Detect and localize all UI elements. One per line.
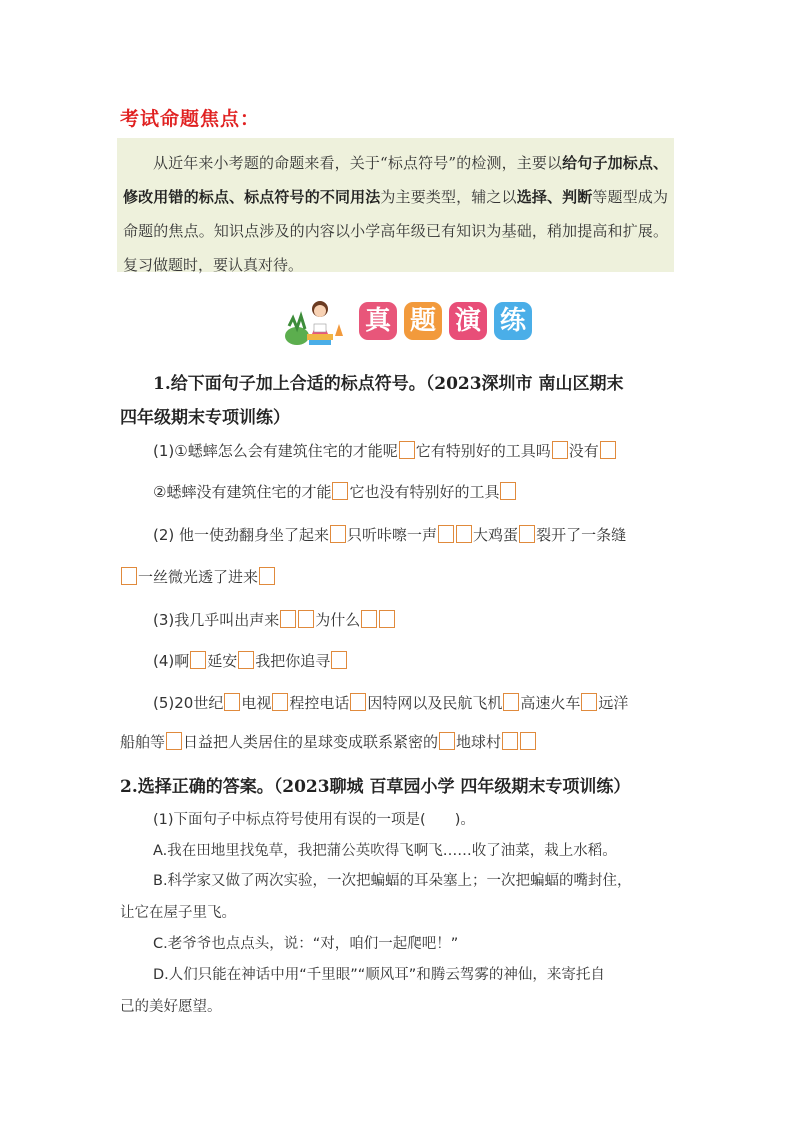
focus-bold-2: 选择、判断 <box>516 188 593 206</box>
answer-box[interactable] <box>456 525 472 543</box>
q1-s2-text-a: ②蟋蟀没有建筑住宅的才能 <box>153 483 332 501</box>
reading-girl-illustration <box>283 296 347 348</box>
answer-box[interactable] <box>438 525 454 543</box>
banner-char-4: 练 <box>494 302 532 340</box>
answer-box[interactable] <box>330 525 346 543</box>
q1-s7-text-c: 地球村 <box>456 733 502 751</box>
q2-option-b[interactable]: B.科学家又做了两次实验，一次把蝙蝠的耳朵塞上；一次把蝙蝠的嘴封住， <box>153 873 632 889</box>
q1-s5-text-b: 延安 <box>207 652 238 670</box>
answer-box[interactable] <box>332 482 348 500</box>
q1-sentence-3 <box>153 524 626 546</box>
focus-text-3: 等题型成为命题的焦点。知识点涉及的内容以小学高年级已有知识为基础，稍加提高和扩展。复习做题时，要认真对待。 <box>123 188 668 274</box>
q1-sentence-4 <box>153 609 396 631</box>
answer-box[interactable] <box>581 693 597 711</box>
q1-s3b-text-a: 一丝微光透了进来 <box>138 568 259 586</box>
q1-sentence-2 <box>153 481 517 503</box>
q1-s5-text-a: (4)啊 <box>153 652 190 670</box>
answer-box[interactable] <box>280 610 296 628</box>
q1-s3-text-d: 裂开了一条缝 <box>536 526 627 544</box>
q1-sentence-6 <box>153 692 628 714</box>
answer-box[interactable] <box>121 567 137 585</box>
q2-option-d-cont: 己的美好愿望。 <box>120 999 222 1015</box>
focus-heading: 考试命题焦点： <box>120 108 261 130</box>
q1-s6-text-d: 因特网以及民航飞机 <box>367 694 503 712</box>
answer-box[interactable] <box>259 567 275 585</box>
q1-sentence-1 <box>153 440 617 462</box>
answer-box[interactable] <box>272 693 288 711</box>
q1-s4-text-b: 为什么 <box>315 611 361 629</box>
q1-s6-text-c: 程控电话 <box>289 694 350 712</box>
question-1-title: 1.给下面句子加上合适的标点符号。（2023深圳市 南山区期末 <box>153 374 624 394</box>
answer-box[interactable] <box>502 732 518 750</box>
q1-s3-text-a: (2) 他一使劲翻身坐了起来 <box>153 526 330 544</box>
q1-s7-text-b: 日益把人类居住的星球变成联系紧密的 <box>183 733 439 751</box>
banner-char-3: 演 <box>449 302 487 340</box>
q1-s2-text-b: 它也没有特别好的工具 <box>349 483 500 501</box>
focus-description <box>117 138 674 272</box>
answer-box[interactable] <box>552 441 568 459</box>
q1-s3-text-b: 只听咔嚓一声 <box>347 526 438 544</box>
answer-box[interactable] <box>331 651 347 669</box>
answer-box[interactable] <box>224 693 240 711</box>
q1-s1-text-b: 它有特别好的工具吗 <box>415 442 551 460</box>
answer-box[interactable] <box>350 693 366 711</box>
q1-s6-text-f: 远洋 <box>598 694 629 712</box>
answer-box[interactable] <box>600 441 616 459</box>
q1-sentence-7 <box>120 731 537 753</box>
q1-s6-text-a: (5)20世纪 <box>153 694 224 712</box>
q1-s1-text-c: 没有 <box>568 442 599 460</box>
answer-box[interactable] <box>500 482 516 500</box>
q2-option-b-cont: 让它在屋子里飞。 <box>120 905 236 921</box>
answer-box[interactable] <box>361 610 377 628</box>
q1-s7-text-a: 船舶等 <box>120 733 166 751</box>
q1-s1-text-a: (1)①蟋蟀怎么会有建筑住宅的才能呢 <box>153 442 398 460</box>
answer-box[interactable] <box>190 651 206 669</box>
q1-s3-text-c: 大鸡蛋 <box>473 526 519 544</box>
answer-box[interactable] <box>238 651 254 669</box>
answer-box[interactable] <box>503 693 519 711</box>
q1-sentence-5 <box>153 650 348 672</box>
q2-option-d[interactable]: D.人们只能在神话中用“千里眼”“顺风耳”和腾云驾雾的神仙，来寄托自 <box>153 967 605 983</box>
q1-s6-text-e: 高速火车 <box>520 694 581 712</box>
focus-bold-1: 给句子加标点、修改用错的标点、标点符号的不同用法 <box>123 154 668 206</box>
question-2-title: 2.选择正确的答案。（2023聊城 百草园小学 四年级期末专项训练） <box>120 777 631 797</box>
focus-text-1: 从近年来小考题的命题来看，关于“标点符号”的检测，主要以 <box>153 154 563 172</box>
answer-box[interactable] <box>520 732 536 750</box>
q1-s6-text-b: 电视 <box>241 694 272 712</box>
q2-option-a[interactable]: A.我在田地里找兔草，我把蒲公英吹得飞啊飞……收了油菜，栽上水稻。 <box>153 843 617 859</box>
banner-char-1: 真 <box>359 302 397 340</box>
answer-box[interactable] <box>519 525 535 543</box>
q2-option-c[interactable]: C.老爷爷也点点头，说：“对，咱们一起爬吧！” <box>153 936 459 952</box>
q1-s4-text-a: (3)我几乎叫出声来 <box>153 611 280 629</box>
question-1-title-cont: 四年级期末专项训练） <box>120 408 290 428</box>
answer-box[interactable] <box>439 732 455 750</box>
banner-char-2: 题 <box>404 302 442 340</box>
practice-banner <box>283 296 543 348</box>
focus-text-2: 为主要类型，辅之以 <box>380 188 517 206</box>
answer-box[interactable] <box>399 441 415 459</box>
q1-sentence-3-cont <box>120 566 276 588</box>
answer-box[interactable] <box>298 610 314 628</box>
answer-box[interactable] <box>166 732 182 750</box>
q2-stem: (1)下面句子中标点符号使用有误的一项是( )。 <box>153 812 475 828</box>
answer-box[interactable] <box>379 610 395 628</box>
q1-s5-text-c: 我把你追寻 <box>255 652 331 670</box>
